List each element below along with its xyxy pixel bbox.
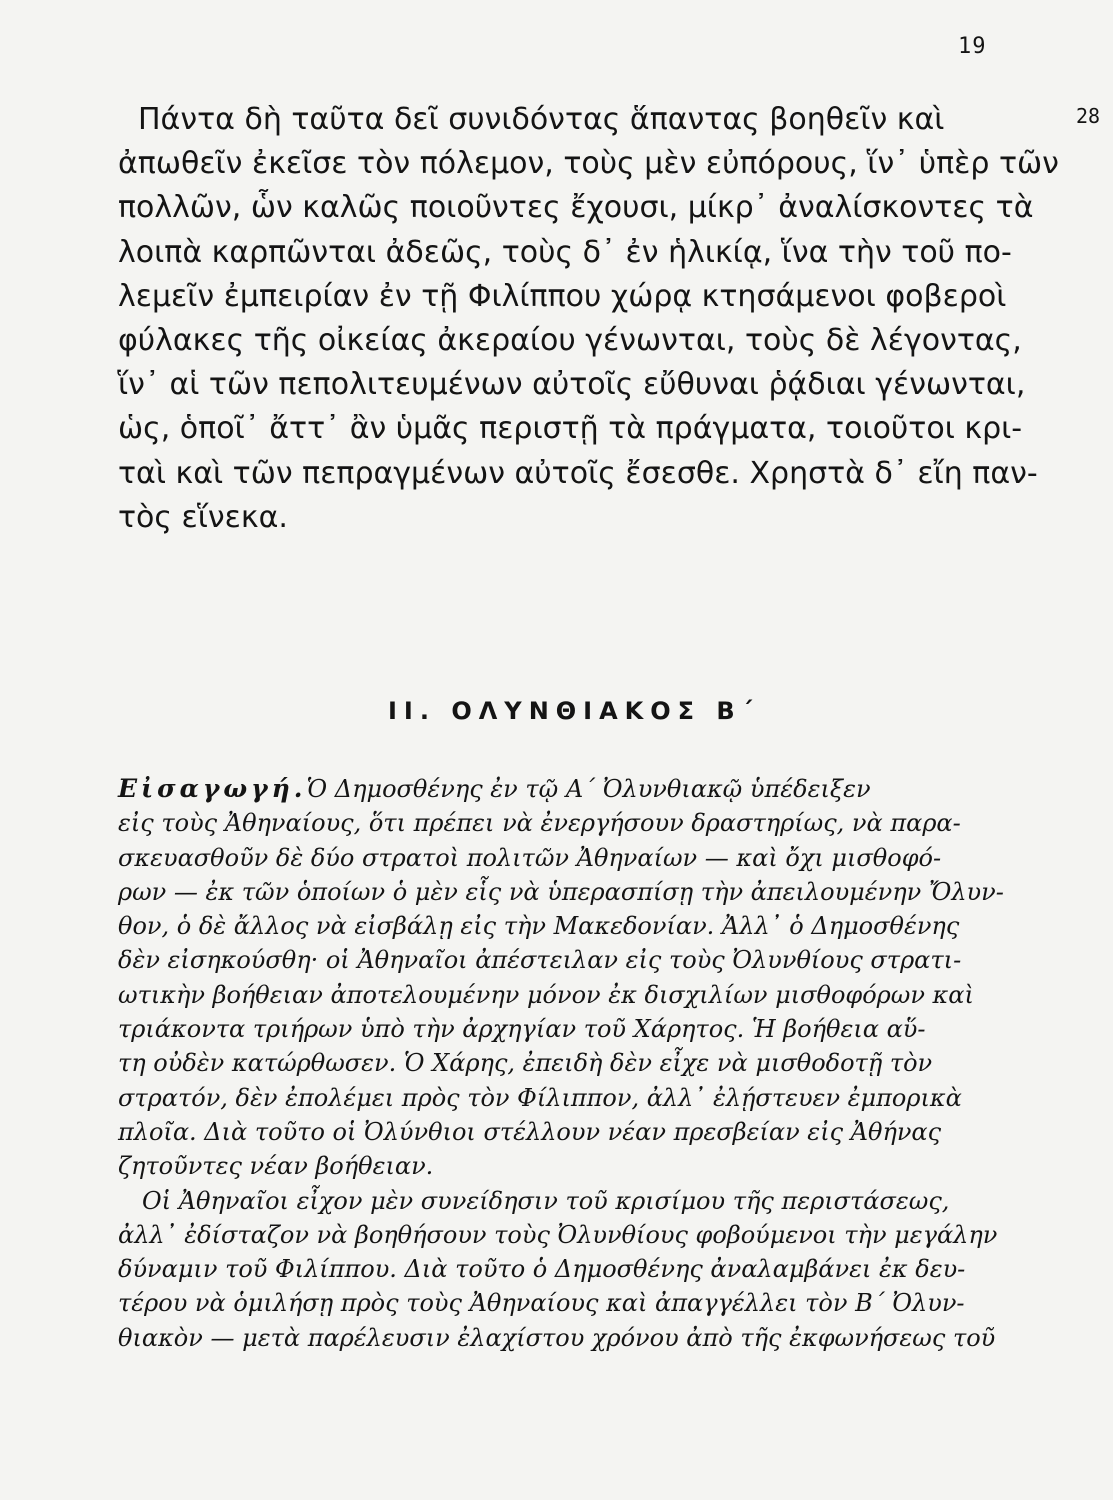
text-line: ταὶ καὶ τῶν πεπραγμένων αὐτοῖς ἔσεσθε. Χρηστὰ δ᾽ εἴη παν-	[118, 455, 1038, 491]
intro-line: τέρου νὰ ὁμιλήσῃ πρὸς τοὺς Ἀθηναίους καὶ ἀπαγγέλλει τὸν Β΄ Ὀλυν-	[118, 1289, 965, 1318]
intro-line: τριάκοντα τριήρων ὑπὸ τὴν ἀρχηγίαν τοῦ Χάρητος. Ἡ βοήθεια αὕ-	[118, 1015, 926, 1044]
text-line: Πάντα δὴ ταῦτα δεῖ συνιδόντας ἅπαντας βοηθεῖν καὶ	[138, 102, 945, 137]
page-number: 19	[958, 34, 987, 59]
intro-line: Οἱ Ἀθηναῖοι εἶχον μὲν συνείδησιν τοῦ κρισίμου τῆς περιστάσεως,	[142, 1186, 950, 1215]
text-line: ἵν᾽ αἱ τῶν πεπολιτευμένων αὐτοῖς εὔθυναι ῥᾴδιαι γένωνται,	[118, 367, 1026, 403]
text-line: φύλακες τῆς οἰκείας ἀκεραίου γένωνται, τοὺς δὲ λέγοντας,	[118, 323, 1022, 359]
text-line: λοιπὰ καρπῶνται ἀδεῶς, τοὺς δ᾽ ἐν ἡλικίᾳ, ἵνα τὴν τοῦ πο-	[118, 234, 1012, 270]
intro-line: ρων — ἐκ τῶν ὁποίων ὁ μὲν εἷς νὰ ὑπερασπίσῃ τὴν ἀπειλουμένην Ὄλυν-	[118, 877, 1004, 906]
intro-line: σκευασθοῦν δὲ δύο στρατοὶ πολιτῶν Ἀθηναίων — καὶ ὄχι μισθοφό-	[118, 843, 942, 872]
intro-line: ωτικὴν βοήθειαν ἀποτελουμένην μόνον ἐκ δισχιλίων μισθοφόρων καὶ	[118, 980, 974, 1009]
ancient-greek-passage	[118, 98, 1059, 540]
intro-line: θον, ὁ δὲ ἄλλος νὰ εἰσβάλῃ εἰς τὴν Μακεδονίαν. Ἀλλ᾽ ὁ Δημοσθένης	[118, 912, 960, 941]
intro-line: στρατόν, δὲν ἐπολέμει πρὸς τὸν Φίλιππον, ἀλλ᾽ ἐλῄστευεν ἐμπορικὰ	[118, 1083, 962, 1112]
intro-line: θιακὸν — μετὰ παρέλευσιν ἐλαχίστου χρόνου ἀπὸ τῆς ἐκφωνήσεως τοῦ	[118, 1323, 996, 1352]
intro-line: ἀλλ᾽ ἐδίσταζον νὰ βοηθήσουν τοὺς Ὀλυνθίους φοβούμενοι τὴν μεγάλην	[118, 1220, 998, 1249]
text-line: τὸς εἵνεκα.	[118, 499, 288, 535]
intro-line: πλοῖα. Διὰ τοῦτο οἱ Ὀλύνθιοι στέλλουν νέαν πρεσβείαν εἰς Ἀθήνας	[118, 1117, 942, 1146]
text-line: ὡς, ὁποῖ᾽ ἄττ᾽ ἂν ὑμᾶς περιστῇ τὰ πράγματα, τοιοῦτοι κρι-	[118, 411, 1023, 447]
intro-line: τη οὐδὲν κατώρθωσεν. Ὁ Χάρης, ἐπειδὴ δὲν εἶχε νὰ μισθοδοτῇ τὸν	[118, 1049, 933, 1078]
margin-section-number: 28	[1076, 104, 1101, 128]
intro-line: δύναμιν τοῦ Φιλίππου. Διὰ τοῦτο ὁ Δημοσθένης ἀναλαμβάνει ἐκ δευ-	[118, 1255, 966, 1284]
intro-line: εἰς τοὺς Ἀθηναίους, ὅτι πρέπει νὰ ἐνεργήσουν δραστηρίως, νὰ παρα-	[118, 809, 961, 838]
intro-label: Εἰσαγωγή.	[118, 774, 307, 803]
introduction-passage	[118, 772, 1008, 1355]
intro-line: δὲν εἰσηκούσθη· οἱ Ἀθηναῖοι ἀπέστειλαν εἰς τοὺς Ὀλυνθίους στρατι-	[118, 946, 962, 975]
intro-first-line	[118, 772, 1008, 806]
intro-line: ζητοῦντες νέαν βοήθειαν.	[118, 1152, 434, 1181]
text-line: πολλῶν, ὧν καλῶς ποιοῦντες ἔχουσι, μίκρ᾽ ἀναλίσκοντες τὰ	[118, 190, 1034, 226]
text-line: ἀπωθεῖν ἐκεῖσε τὸν πόλεμον, τοὺς μὲν εὐπόρους, ἵν᾽ ὑπὲρ τῶν	[118, 146, 1059, 182]
section-heading: II. ΟΛΥΝΘΙΑΚΟΣ Β΄	[388, 697, 760, 725]
intro-first-line-text: Ὁ Δημοσθένης ἐν τῷ Α΄ Ὀλυνθιακῷ ὑπέδειξεν	[306, 775, 871, 803]
text-line: λεμεῖν ἐμπειρίαν ἐν τῇ Φιλίππου χώρᾳ κτησάμενοι φοβεροὶ	[118, 278, 1007, 314]
